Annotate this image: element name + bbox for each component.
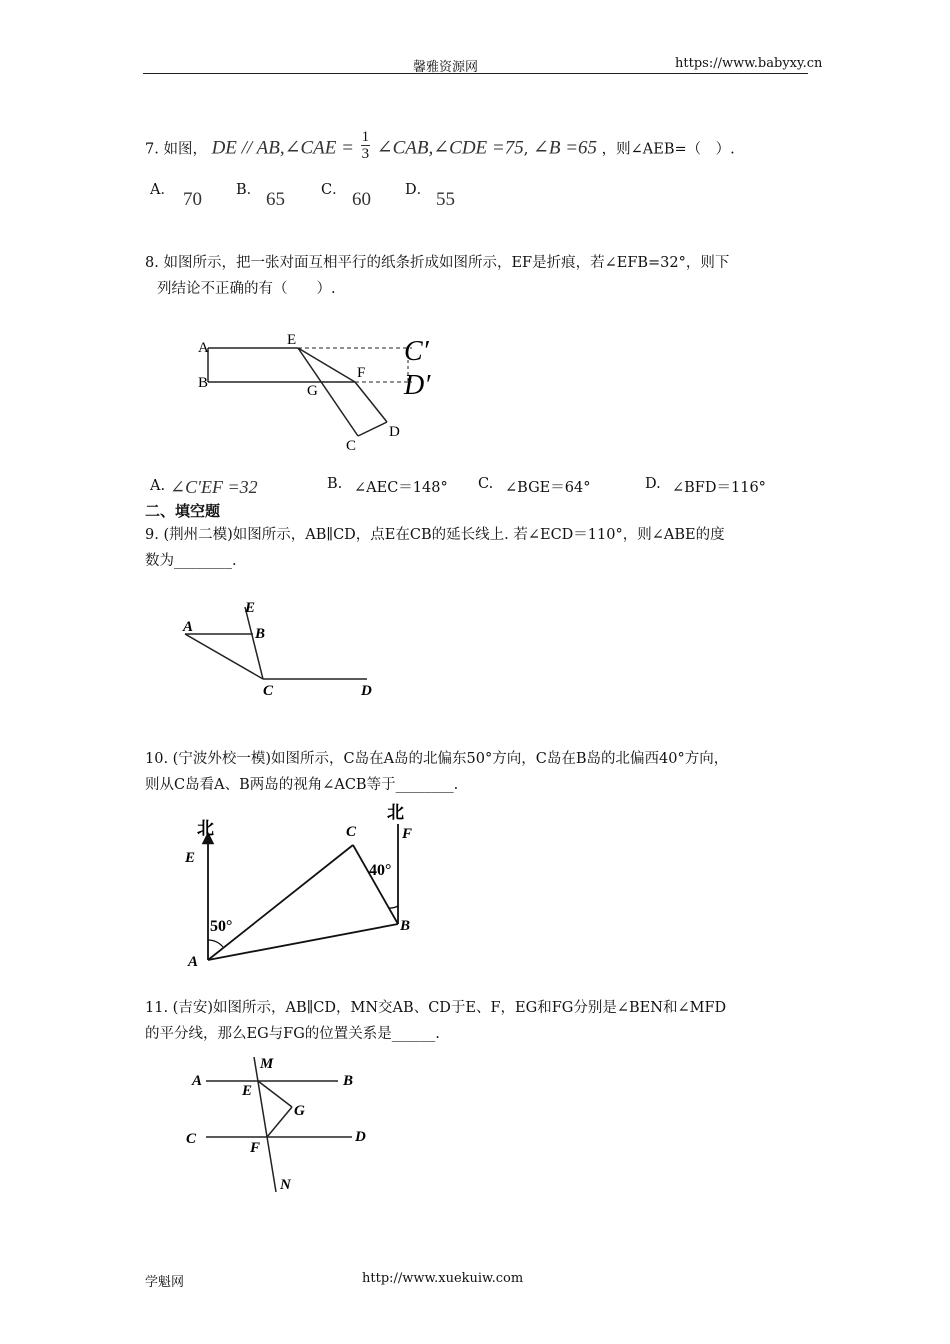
q11-line-mn — [254, 1057, 276, 1192]
q8-line1: 8. 如图所示，把一张对面互相平行的纸条折成如图所示，EF是折痕，若∠EFB=32°，则下 — [145, 255, 730, 271]
q10-label-e: E — [185, 850, 196, 866]
q9-label-d: D — [361, 683, 372, 699]
q7-option-a-value: 70 — [183, 189, 202, 210]
q10-angle-arc-a — [208, 940, 223, 947]
q7-option-c-value: 60 — [352, 189, 371, 210]
q9-label-e: E — [245, 600, 256, 616]
q9-line2: 数为________. — [145, 553, 237, 569]
q8-option-d-text: ∠BFD＝116° — [672, 480, 766, 496]
section-2-title: 二、填空题 — [145, 502, 221, 520]
q10-line1: 10. (宁波外校一模)如图所示，C岛在A岛的北偏东50°方向，C岛在B岛的北偏西40°方向， — [145, 751, 729, 767]
q8-label-a: A — [198, 340, 209, 356]
q10-line-ab — [208, 924, 398, 960]
q10-label-a: A — [188, 954, 199, 970]
q7-option-d-value: 55 — [436, 189, 455, 210]
q9-label-a: A — [183, 619, 194, 635]
q7-fraction-denominator: 3 — [361, 146, 370, 162]
q7-fraction — [361, 129, 371, 162]
q10-figure — [180, 800, 440, 975]
q10-label-north-right: 北 — [387, 803, 404, 822]
q9-line1: 9. (荆州二模)如图所示，AB∥CD，点E在CB的延长线上. 若∠ECD＝110°，则∠ABE的度 — [145, 527, 725, 543]
q10-label-angle-a: 50° — [210, 918, 233, 935]
q8-label-c: C — [346, 438, 357, 454]
q11-line-eg — [258, 1081, 292, 1107]
q11-label-f: F — [250, 1140, 261, 1156]
q10-line2: 则从C岛看A、B两岛的视角∠ACB等于________. — [145, 777, 459, 793]
q7-condition-part1: DE // AB,∠CAE = — [211, 137, 354, 159]
q7-suffix: ，则∠AEB=（ ）. — [601, 141, 735, 158]
header-site-url[interactable]: https://www.babyxy.cn — [675, 56, 823, 71]
q11-line1: 11. (吉安)如图所示，AB∥CD，MN交AB、CD于E、F，EG和FG分别是∠BEN和∠MFD — [145, 1000, 727, 1016]
q10-line-ac — [208, 845, 353, 960]
q11-label-c: C — [186, 1131, 197, 1147]
q7-fraction-numerator: 1 — [361, 129, 370, 145]
q10-label-c: C — [346, 824, 357, 840]
q8-option-d-label: D. — [645, 476, 661, 492]
q10-line-cb — [353, 845, 398, 924]
q11-line2: 的平分线，那么EG与FG的位置关系是______. — [145, 1026, 440, 1042]
q10-label-angle-b: 40° — [369, 862, 392, 879]
q8-option-b-label: B. — [327, 476, 343, 492]
q7-condition-part3: ∠B =65 — [532, 137, 598, 159]
footer-site-name: 学魁网 — [145, 1275, 185, 1290]
q8-line-fd — [355, 382, 387, 422]
q7-option-a-label: A． — [150, 182, 175, 198]
q10-label-f: F — [402, 826, 413, 842]
q8-label-g: G — [307, 383, 318, 399]
q11-label-e: E — [242, 1083, 253, 1099]
q11-label-m: M — [260, 1056, 274, 1072]
q10-angle-arc-b — [388, 906, 398, 908]
q8-line2: 列结论不正确的有（ ）. — [157, 281, 336, 297]
q7-option-d-label: D． — [405, 182, 432, 198]
q8-label-d-prime: D′ — [404, 370, 431, 401]
footer-site-url[interactable]: http://www.xuekuiw.com — [362, 1271, 524, 1286]
q11-line-fg — [267, 1107, 292, 1137]
q10-label-north-left: 北 — [197, 819, 214, 838]
q8-figure — [190, 328, 450, 458]
q7-prefix: 7. 如图， — [145, 141, 207, 158]
q8-label-d: D — [389, 424, 400, 440]
question-7: 7. 如图， DE // AB,∠CAE = $\frac{1}{3}$ ∠CAB,∠CDE =75, ∠B =65 ，则∠AEB=（ ）. — [145, 129, 735, 162]
q11-label-g: G — [294, 1103, 305, 1119]
q9-line-ec — [245, 607, 266, 679]
q7-option-b-label: B． — [236, 182, 262, 198]
q9-line-ac — [185, 634, 263, 679]
q10-label-b: B — [400, 918, 411, 934]
q11-label-a: A — [192, 1073, 203, 1089]
q11-label-n: N — [280, 1177, 291, 1193]
q9-label-b: B — [255, 626, 266, 642]
q9-figure — [175, 597, 385, 702]
q7-option-b-value: 65 — [266, 189, 285, 210]
q11-label-d: D — [355, 1129, 366, 1145]
q7-condition-part2: ∠CAB,∠CDE =75 — [376, 137, 524, 159]
q8-line-cd — [358, 422, 387, 436]
header-site-name: 馨雅资源网 — [413, 60, 479, 75]
q8-option-a-text: ∠C′EF =32 — [170, 477, 258, 497]
q9-label-c: C — [263, 683, 274, 699]
q11-label-b: B — [343, 1073, 354, 1089]
q8-option-b-text: ∠AEC＝148° — [354, 480, 448, 496]
q8-label-f: F — [357, 365, 366, 381]
q8-line-ef — [298, 348, 355, 382]
q8-label-e: E — [287, 332, 297, 348]
q7-option-c-label: C． — [321, 182, 347, 198]
q8-label-b: B — [198, 375, 209, 391]
header-rule — [143, 73, 808, 74]
q8-option-c-text: ∠BGE＝64° — [505, 480, 591, 496]
q11-figure — [180, 1052, 380, 1197]
q8-label-c-prime: C′ — [404, 336, 429, 367]
q8-option-a-label: A. — [150, 478, 166, 494]
q8-option-c-label: C. — [478, 476, 494, 492]
